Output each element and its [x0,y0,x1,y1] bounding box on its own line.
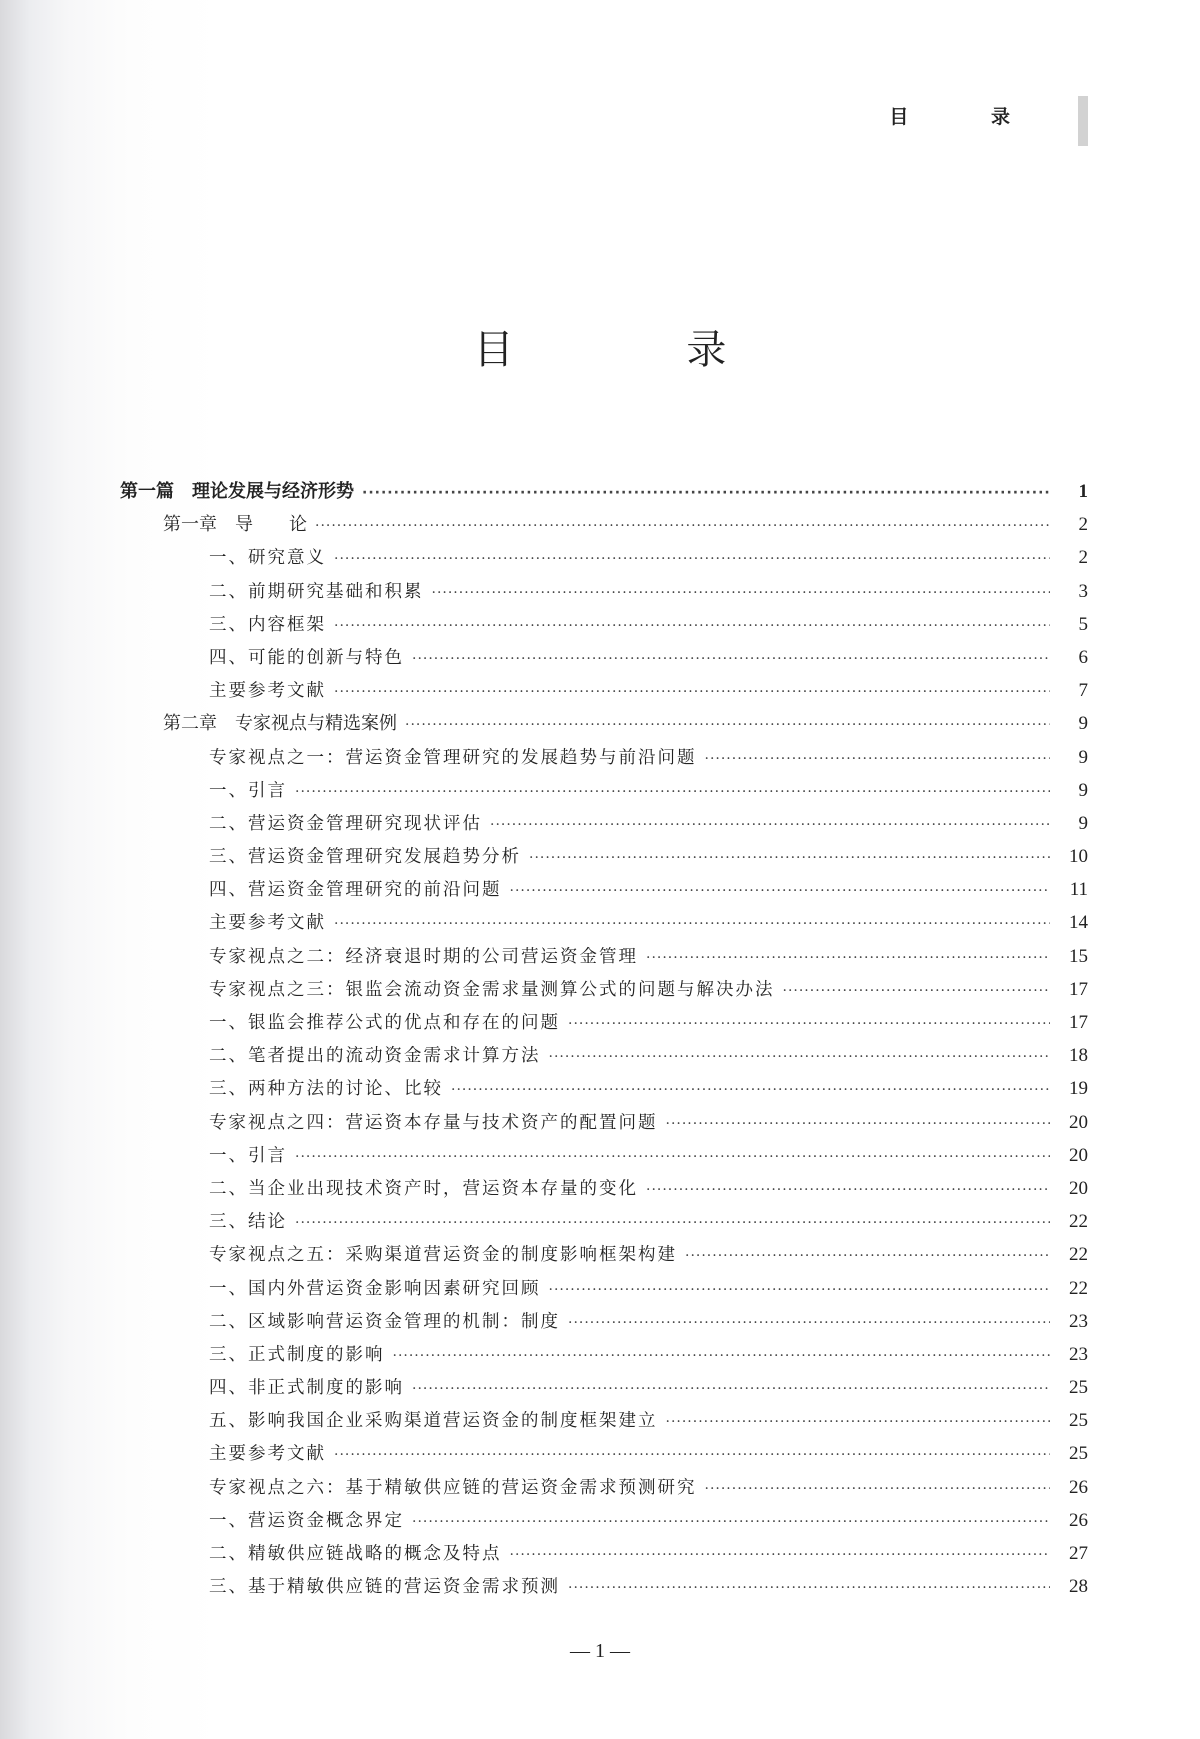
toc-entry-page: 6 [1078,646,1088,668]
toc-entry-title: 一、国内外营运资金影响因素研究回顾 [209,1278,541,1299]
toc-leader-dots [334,610,1050,643]
toc-leader-dots [549,1274,1051,1307]
toc-entry-title: 二、笔者提出的流动资金需求计算方法 [209,1046,541,1067]
scan-edge-mark [1078,96,1088,146]
toc-leader-dots [412,1373,1050,1406]
toc-leader-dots [334,1439,1050,1472]
toc-entry [120,1570,1088,1603]
toc-entry-page: 9 [1078,779,1088,801]
toc-leader-dots [412,643,1050,676]
toc-entry-page: 20 [1069,1177,1088,1199]
toc-leader-dots [295,776,1050,809]
toc-entry-title: 三、营运资金管理研究发展趋势分析 [209,847,521,868]
toc-entry [120,1272,1088,1305]
toc-entry-title: 三、结论 [209,1212,287,1233]
toc-entry [120,674,1088,707]
toc-leader-dots [393,1340,1051,1373]
toc-entry [120,1006,1088,1039]
toc-leader-dots [666,1108,1051,1141]
toc-entry [120,873,1088,906]
toc-entry-page: 18 [1069,1045,1088,1067]
toc-entry-title: 专家视点之五：采购渠道营运资金的制度影响框架构建 [209,1245,677,1266]
toc-leader-dots [549,1041,1051,1074]
toc-entry-page: 14 [1069,912,1088,934]
toc-entry-title: 五、影响我国企业采购渠道营运资金的制度框架建立 [209,1411,658,1432]
toc-leader-dots [568,1008,1050,1041]
toc-entry-page: 2 [1078,547,1088,569]
toc-entry-title: 一、营运资金概念界定 [209,1510,404,1531]
toc-leader-dots [451,1074,1050,1107]
toc-entry [120,1504,1088,1537]
toc-entry-title: 专家视点之三：银监会流动资金需求量测算公式的问题与解决办法 [209,979,775,1000]
toc-leader-dots [568,1307,1050,1340]
toc-entry-title: 专家视点之二：经济衰退时期的公司营运资金管理 [209,946,638,967]
toc-entry-page: 25 [1069,1443,1088,1465]
toc-leader-dots [334,676,1050,709]
toc-leader-dots [334,908,1050,941]
toc-entry [120,906,1088,939]
toc-entry [120,575,1088,608]
toc-leader-dots [405,709,1050,742]
toc-entry-page: 7 [1078,680,1088,702]
toc-entry-page: 17 [1069,1012,1088,1033]
toc-entry-page: 11 [1069,879,1088,901]
toc-entry-page: 22 [1069,1211,1088,1233]
toc-entry-page: 23 [1069,1343,1088,1365]
toc-entry-page: 28 [1069,1576,1088,1598]
toc-entry-page: 20 [1069,1144,1088,1166]
toc-leader-dots [666,1406,1051,1439]
toc-entry-page: 9 [1078,746,1088,768]
toc-entry-title: 主要参考文献 [209,913,326,934]
toc-entry-title: 一、引言 [209,1145,287,1166]
toc-entry-page: 5 [1078,613,1088,635]
toc-entry-title: 主要参考文献 [209,681,326,702]
toc-entry [120,707,1088,740]
toc-entry [120,1172,1088,1205]
toc-leader-dots [432,577,1051,610]
toc-leader-dots [510,1539,1051,1572]
table-of-contents [120,475,1088,1603]
toc-entry-page: 9 [1078,713,1088,735]
toc-entry [120,541,1088,574]
toc-entry-title: 二、当企业出现技术资产时，营运资本存量的变化 [209,1178,638,1199]
toc-entry-page: 25 [1069,1377,1088,1399]
toc-entry-page: 22 [1069,1277,1088,1299]
toc-entry-title: 四、营运资金管理研究的前沿问题 [209,880,502,901]
toc-entry-title: 二、精敏供应链战略的概念及特点 [209,1544,502,1564]
toc-entry-title: 四、非正式制度的影响 [209,1378,404,1399]
toc-entry-title: 第一篇 理论发展与经济形势 [120,481,354,502]
toc-entry-title: 专家视点之六：基于精敏供应链的营运资金需求预测研究 [209,1477,697,1498]
toc-entry [120,1205,1088,1238]
toc-entry-title: 四、可能的创新与特色 [209,647,404,668]
toc-entry-page: 20 [1069,1111,1088,1133]
toc-entry-title: 专家视点之四：营运资本存量与技术资产的配置问题 [209,1112,658,1133]
toc-entry-page: 27 [1069,1543,1088,1564]
toc-entry-page: 25 [1069,1410,1088,1432]
toc-entry-title: 第二章 专家视点与精选案例 [163,713,397,735]
toc-entry-page: 19 [1069,1078,1088,1100]
toc-entry-page: 26 [1069,1509,1088,1531]
toc-entry-title: 一、引言 [209,780,287,801]
toc-entry-title: 三、正式制度的影响 [209,1344,385,1365]
toc-entry-title: 二、前期研究基础和积累 [209,581,424,602]
toc-leader-dots [295,1207,1050,1240]
toc-entry [120,1305,1088,1338]
toc-leader-dots [646,942,1050,975]
toc-leader-dots [362,477,1050,510]
toc-entry-page: 26 [1069,1476,1088,1498]
toc-entry [120,1139,1088,1172]
toc-entry-page: 3 [1078,580,1088,602]
toc-entry [120,641,1088,674]
toc-entry-title: 一、银监会推荐公式的优点和存在的问题 [209,1013,560,1033]
toc-leader-dots [529,842,1050,875]
toc-leader-dots [568,1572,1050,1605]
toc-leader-dots [705,743,1051,776]
toc-entry-page: 10 [1069,846,1088,868]
toc-leader-dots [412,1506,1050,1539]
toc-entry [120,508,1088,541]
toc-entry [120,774,1088,807]
toc-entry [120,1537,1088,1570]
toc-leader-dots [334,543,1050,576]
toc-entry-title: 主要参考文献 [209,1444,326,1465]
toc-entry [120,1039,1088,1072]
toc-entry [120,608,1088,641]
toc-entry [120,475,1088,508]
toc-entry [120,840,1088,873]
toc-entry-page: 17 [1069,978,1088,1000]
toc-leader-dots [490,809,1050,842]
page-title: 目 录 [473,327,807,373]
toc-entry-title: 一、研究意义 [209,548,326,569]
toc-leader-dots [295,1141,1050,1174]
toc-entry-page: 1 [1078,481,1088,502]
toc-entry [120,807,1088,840]
toc-entry [120,973,1088,1006]
toc-entry-page: 22 [1069,1244,1088,1266]
toc-entry [120,1404,1088,1437]
toc-entry [120,1371,1088,1404]
toc-entry-title: 三、内容框架 [209,614,326,635]
toc-leader-dots [510,875,1051,908]
toc-entry-title: 专家视点之一：营运资金管理研究的发展趋势与前沿问题 [209,747,697,768]
toc-leader-dots [783,975,1051,1008]
toc-entry-title: 三、两种方法的讨论、比较 [209,1079,443,1100]
toc-leader-dots [705,1473,1051,1506]
toc-leader-dots [685,1240,1050,1273]
toc-entry [120,1238,1088,1271]
toc-entry [120,940,1088,973]
toc-leader-dots [646,1174,1050,1207]
toc-entry-page: 23 [1069,1310,1088,1332]
toc-entry-title: 二、营运资金管理研究现状评估 [209,813,482,834]
toc-entry [120,1072,1088,1105]
toc-entry [120,1471,1088,1504]
toc-entry-page: 9 [1078,812,1088,834]
running-header: 目 录 [889,106,1048,128]
toc-entry [120,1338,1088,1371]
page-number: — 1 — [570,1640,630,1662]
toc-entry-title: 三、基于精敏供应链的营运资金需求预测 [209,1577,560,1598]
toc-entry-title: 二、区域影响营运资金管理的机制：制度 [209,1311,560,1332]
toc-entry [120,1437,1088,1470]
toc-leader-dots [315,510,1050,543]
toc-entry-page: 15 [1069,945,1088,967]
toc-entry-page: 2 [1078,514,1088,536]
toc-entry [120,741,1088,774]
toc-entry-title: 第一章 导 论 [163,514,307,536]
toc-entry [120,1106,1088,1139]
